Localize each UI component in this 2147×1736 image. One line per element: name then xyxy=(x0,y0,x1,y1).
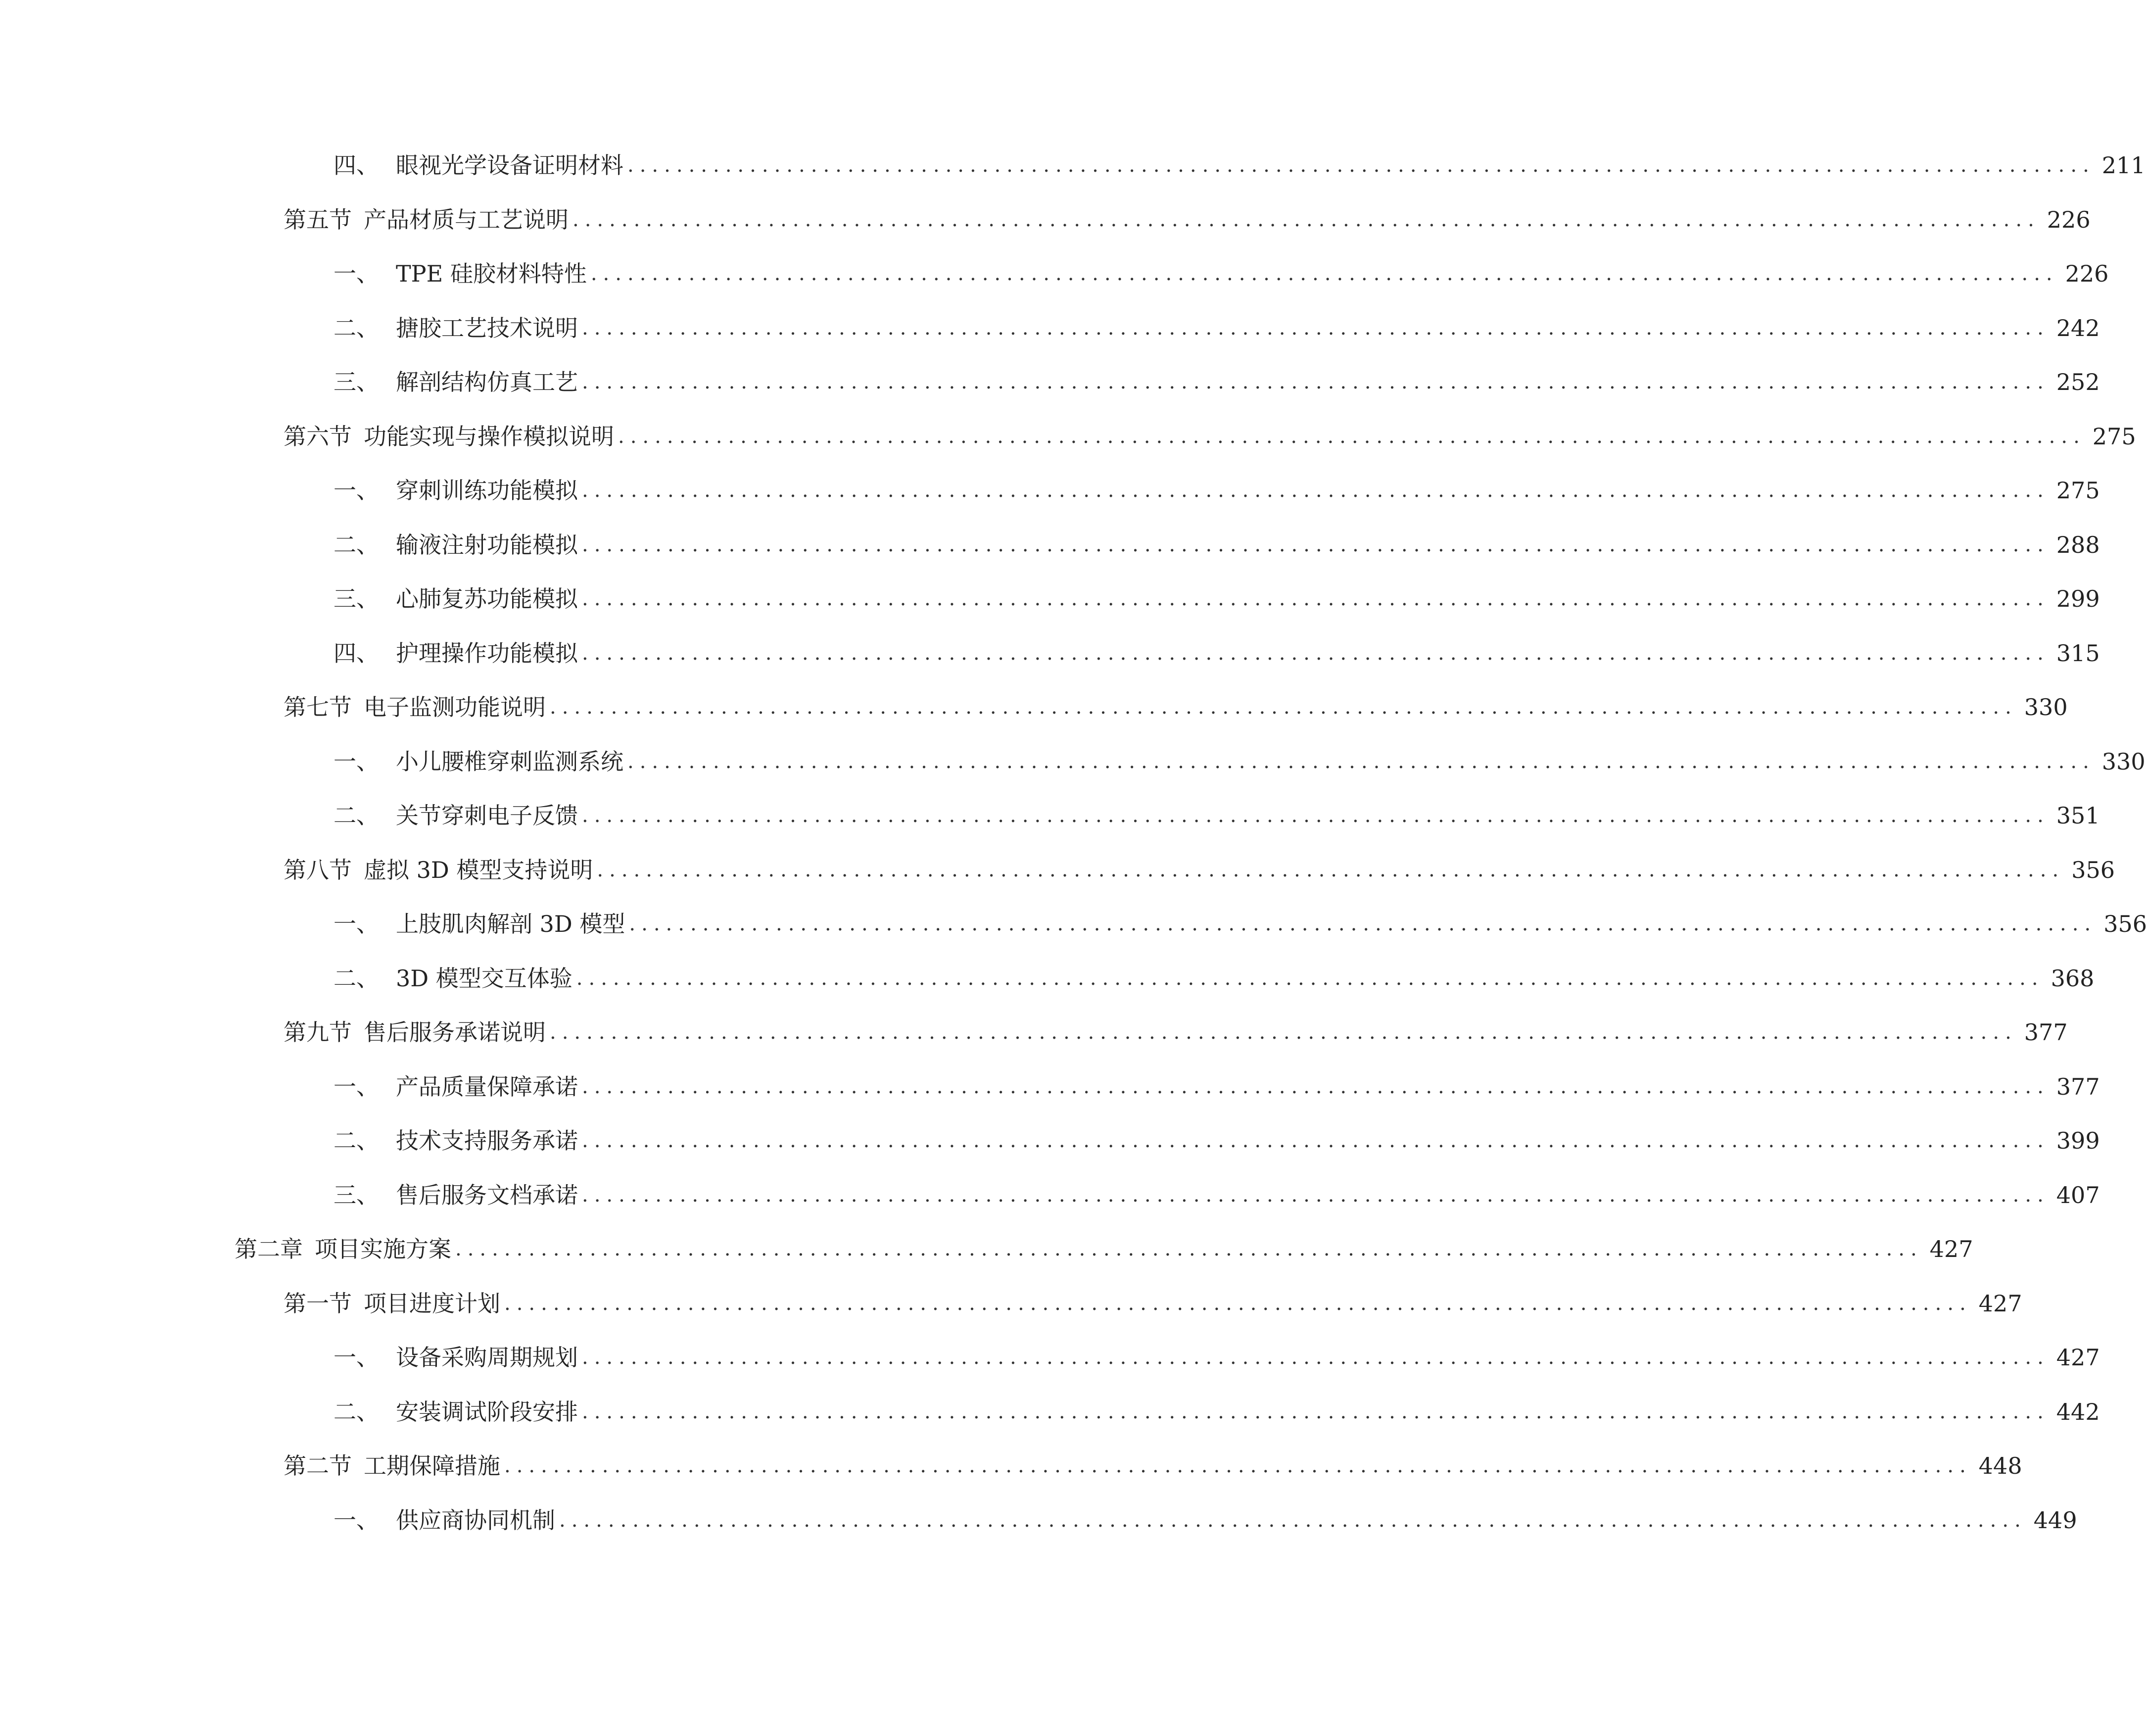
toc-entry-number: 第六节 xyxy=(284,423,352,450)
toc-entry-title: 工期保障措施 xyxy=(364,1452,500,1479)
toc-entry-number: 一、 xyxy=(334,1507,379,1534)
toc-entry-item[interactable] xyxy=(334,471,2100,510)
toc-entry-item[interactable] xyxy=(334,146,2146,185)
toc-entry-title: 功能实现与操作模拟说明 xyxy=(364,423,614,450)
toc-page-number: 442 xyxy=(2056,1398,2100,1425)
toc-leader-dots: ........................................................................................................................ xyxy=(559,1509,2027,1532)
toc-entry-title: 小儿腰椎穿刺监测系统 xyxy=(396,748,623,775)
toc-entry-number: 第七节 xyxy=(284,694,352,721)
toc-page-number: 275 xyxy=(2092,423,2136,450)
toc-leader-dots: ........................................................................................................................ xyxy=(597,859,2065,881)
toc-entry-item[interactable] xyxy=(334,634,2100,673)
toc-leader-dots: ........................................................................................................................ xyxy=(582,1184,2050,1206)
toc-entry-number: 第八节 xyxy=(284,857,352,883)
toc-leader-dots: ........................................................................................................................ xyxy=(582,371,2050,393)
toc-entry-title: 护理操作功能模拟 xyxy=(396,640,578,667)
toc-entry-section[interactable] xyxy=(284,1284,2022,1323)
toc-leader-dots: ........................................................................................................................ xyxy=(504,1454,1972,1477)
toc-page-number: 275 xyxy=(2056,477,2100,504)
toc-leader-dots: ........................................................................................................................ xyxy=(627,154,2095,177)
toc-entry-number: 三、 xyxy=(334,1182,379,1208)
toc-entry-number: 二、 xyxy=(334,1398,379,1425)
toc-page-number: 252 xyxy=(2056,369,2100,395)
toc-leader-dots: ........................................................................................................................ xyxy=(582,479,2050,502)
toc-entry-title: 售后服务承诺说明 xyxy=(364,1019,546,1046)
toc-entry-number: 二、 xyxy=(334,965,379,992)
toc-leader-dots: ........................................................................................................................ xyxy=(582,587,2050,610)
toc-entry-item[interactable] xyxy=(334,579,2100,618)
toc-entry-item[interactable] xyxy=(334,1393,2100,1431)
toc-leader-dots: ........................................................................................................................ xyxy=(582,804,2050,827)
toc-entry-number: 一、 xyxy=(334,477,379,504)
toc-page-number: 399 xyxy=(2056,1127,2100,1154)
toc-entry-title: 输液注射功能模拟 xyxy=(396,531,578,558)
toc-page-number: 211 xyxy=(2101,152,2146,179)
toc-entry-number: 第九节 xyxy=(284,1019,352,1046)
toc-entry-title: 售后服务文档承诺 xyxy=(396,1182,578,1208)
toc-entry-number: 二、 xyxy=(334,1127,379,1154)
toc-entry-chapter[interactable] xyxy=(235,1230,1973,1268)
toc-entry-title: 项目进度计划 xyxy=(364,1290,500,1317)
toc-entry-number: 一、 xyxy=(334,260,379,287)
toc-entry-number: 第二章 xyxy=(235,1236,303,1262)
toc-page-number: 330 xyxy=(2101,748,2146,775)
toc-page-number: 368 xyxy=(2051,965,2095,992)
toc-page-number: 330 xyxy=(2024,694,2068,721)
toc-leader-dots: ........................................................................................................................ xyxy=(550,696,2017,719)
toc-page-number: 351 xyxy=(2056,802,2100,829)
toc-entry-title: 电子监测功能说明 xyxy=(364,694,546,721)
toc-entry-title: TPE 硅胶材料特性 xyxy=(396,260,587,287)
toc-page-number: 315 xyxy=(2056,640,2100,667)
toc-entry-title: 眼视光学设备证明材料 xyxy=(396,152,623,179)
toc-entry-section[interactable] xyxy=(284,1447,2022,1485)
toc-page-number: 226 xyxy=(2065,260,2109,287)
toc-entry-item[interactable] xyxy=(334,742,2146,781)
toc-leader-dots: ........................................................................................................................ xyxy=(582,642,2050,665)
toc-leader-dots: ........................................................................................................................ xyxy=(590,262,2058,285)
toc-entry-section[interactable] xyxy=(284,200,2091,239)
toc-entry-title: 技术支持服务承诺 xyxy=(396,1127,578,1154)
toc-entry-section[interactable] xyxy=(284,417,2136,456)
toc-leader-dots: ........................................................................................................................ xyxy=(576,967,2044,990)
toc-entry-number: 四、 xyxy=(334,152,379,179)
toc-page-number: 427 xyxy=(1929,1236,1973,1262)
toc-entry-number: 三、 xyxy=(334,369,379,395)
toc-entry-number: 第二节 xyxy=(284,1452,352,1479)
toc-entry-title: 产品材质与工艺说明 xyxy=(364,206,569,233)
toc-entry-title: 产品质量保障承诺 xyxy=(396,1073,578,1100)
toc-entry-number: 一、 xyxy=(334,1344,379,1371)
toc-entry-title: 解剖结构仿真工艺 xyxy=(396,369,578,395)
toc-entry-item[interactable] xyxy=(334,1176,2100,1214)
toc-page-number: 427 xyxy=(2056,1344,2100,1371)
toc-entry-number: 四、 xyxy=(334,640,379,667)
toc-leader-dots: ........................................................................................................................ xyxy=(618,425,2086,448)
toc-entry-number: 第五节 xyxy=(284,206,352,233)
toc-entry-title: 设备采购周期规划 xyxy=(396,1344,578,1371)
toc-entry-title: 3D 模型交互体验 xyxy=(396,965,573,992)
toc-leader-dots: ........................................................................................................................ xyxy=(582,1400,2050,1423)
toc-leader-dots: ........................................................................................................................ xyxy=(582,1129,2050,1152)
toc-leader-dots: ........................................................................................................................ xyxy=(582,1075,2050,1098)
toc-entry-item[interactable] xyxy=(334,1501,2077,1540)
toc-entry-item[interactable] xyxy=(334,309,2100,347)
toc-page-number: 288 xyxy=(2056,531,2100,558)
toc-entry-title: 虚拟 3D 模型支持说明 xyxy=(364,857,593,883)
toc-entry-title: 心肺复苏功能模拟 xyxy=(396,585,578,612)
toc-entry-number: 二、 xyxy=(334,802,379,829)
toc-entry-number: 二、 xyxy=(334,315,379,341)
toc-entry-title: 项目实施方案 xyxy=(315,1236,451,1262)
toc-entry-title: 供应商协同机制 xyxy=(396,1507,555,1534)
toc-leader-dots: ........................................................................................................................ xyxy=(582,1346,2050,1369)
toc-entry-title: 关节穿刺电子反馈 xyxy=(396,802,578,829)
toc-entry-title: 上肢肌肉解剖 3D 模型 xyxy=(396,911,625,937)
toc-page-number: 242 xyxy=(2056,315,2100,341)
toc-page-number: 226 xyxy=(2047,206,2091,233)
toc-entry-number: 第一节 xyxy=(284,1290,352,1317)
toc-page-number: 377 xyxy=(2024,1019,2068,1046)
toc-page-number: 407 xyxy=(2056,1182,2100,1208)
toc-entry-item[interactable] xyxy=(334,796,2100,835)
toc-page-number: 377 xyxy=(2056,1073,2100,1100)
toc-leader-dots: ........................................................................................................................ xyxy=(504,1292,1972,1315)
toc-entry-item[interactable] xyxy=(334,1067,2100,1106)
toc-entry-item[interactable] xyxy=(334,905,2147,943)
toc-entry-item[interactable] xyxy=(334,526,2100,564)
toc-entry-number: 二、 xyxy=(334,531,379,558)
toc-entry-item[interactable] xyxy=(334,363,2100,401)
toc-entry-section[interactable] xyxy=(284,851,2115,889)
toc-entry-item[interactable] xyxy=(334,1121,2100,1160)
toc-page-number: 356 xyxy=(2103,911,2147,937)
toc-leader-dots: ........................................................................................................................ xyxy=(582,533,2050,556)
toc-entry-title: 安装调试阶段安排 xyxy=(396,1398,578,1425)
toc-entry-number: 一、 xyxy=(334,911,379,937)
toc-entry-title: 穿刺训练功能模拟 xyxy=(396,477,578,504)
toc-leader-dots: ........................................................................................................................ xyxy=(627,750,2095,773)
toc-page-number: 427 xyxy=(1978,1290,2022,1317)
toc-entry-number: 一、 xyxy=(334,1073,379,1100)
toc-leader-dots: ........................................................................................................................ xyxy=(550,1021,2017,1044)
toc-page-number: 448 xyxy=(1978,1452,2022,1479)
toc-entry-section[interactable] xyxy=(284,1013,2068,1052)
toc-entry-number: 三、 xyxy=(334,585,379,612)
toc-entry-number: 一、 xyxy=(334,748,379,775)
toc-page-number: 299 xyxy=(2056,585,2100,612)
toc-leader-dots: ........................................................................................................................ xyxy=(455,1238,1923,1260)
toc-page-number: 356 xyxy=(2071,857,2115,883)
toc-page-number: 449 xyxy=(2033,1507,2077,1534)
toc-entry-item[interactable] xyxy=(334,1338,2100,1377)
toc-entry-title: 搪胶工艺技术说明 xyxy=(396,315,578,341)
toc-entry-item[interactable] xyxy=(334,959,2095,998)
toc-entry-section[interactable] xyxy=(284,688,2068,726)
toc-leader-dots: ........................................................................................................................ xyxy=(573,208,2040,231)
toc-leader-dots: ........................................................................................................................ xyxy=(629,913,2097,935)
toc-leader-dots: ........................................................................................................................ xyxy=(582,317,2050,339)
toc-entry-item[interactable] xyxy=(334,254,2109,293)
